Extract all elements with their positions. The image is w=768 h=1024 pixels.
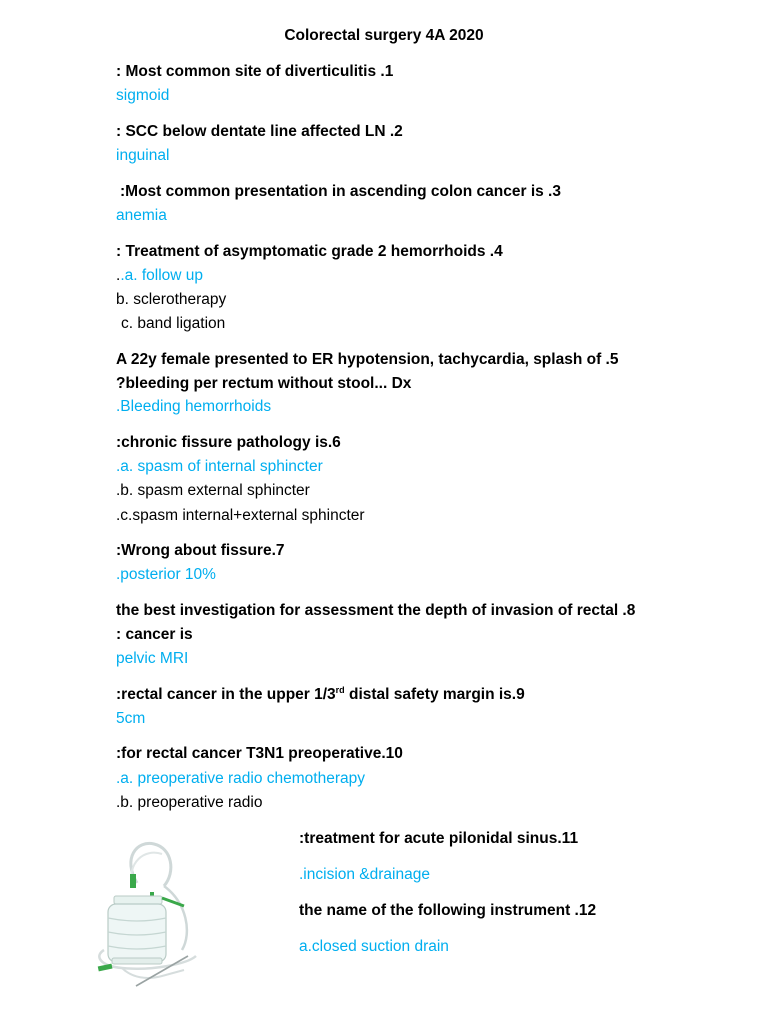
question-9 bbox=[116, 686, 525, 704]
option-4a-label: .a. follow up bbox=[120, 267, 204, 284]
answer-12: a.closed suction drain bbox=[299, 938, 449, 955]
suction-drain-image bbox=[92, 838, 202, 990]
answer-1: sigmoid bbox=[116, 87, 170, 104]
option-6a: .a. spasm of internal sphincter bbox=[116, 458, 323, 475]
question-7: :Wrong about fissure.7 bbox=[116, 542, 285, 559]
question-3: :Most common presentation in ascending colon cancer is .3 bbox=[120, 183, 561, 200]
answer-7: .posterior 10% bbox=[116, 566, 216, 583]
question-1: : Most common site of diverticulitis .1 bbox=[116, 63, 394, 80]
answer-8: pelvic MRI bbox=[116, 650, 189, 667]
answer-2: inguinal bbox=[116, 147, 170, 164]
question-12: the name of the following instrument .12 bbox=[299, 902, 597, 919]
option-6b: .b. spasm external sphincter bbox=[116, 482, 310, 499]
question-5-line1: A 22y female presented to ER hypotension, tachycardia, splash of .5 bbox=[116, 351, 619, 368]
option-10a: .a. preoperative radio chemotherapy bbox=[116, 770, 366, 787]
option-4b: b. sclerotherapy bbox=[116, 291, 227, 308]
question-10: :for rectal cancer T3N1 preoperative.10 bbox=[116, 745, 403, 762]
answer-5: .Bleeding hemorrhoids bbox=[116, 398, 272, 415]
question-5-line2: ?bleeding per rectum without stool... Dx bbox=[116, 375, 412, 392]
page-title: Colorectal surgery 4A 2020 bbox=[284, 27, 484, 44]
question-9-post: distal safety margin is.9 bbox=[344, 686, 525, 703]
question-4: : Treatment of asymptomatic grade 2 hemorrhoids .4 bbox=[116, 243, 503, 260]
question-8-line1: the best investigation for assessment the depth of invasion of rectal .8 bbox=[116, 602, 636, 619]
option-4a bbox=[116, 267, 203, 285]
question-6: :chronic fissure pathology is.6 bbox=[116, 434, 341, 451]
answer-9: 5cm bbox=[116, 710, 146, 727]
answer-3: anemia bbox=[116, 207, 167, 224]
option-10b: .b. preoperative radio bbox=[116, 794, 263, 811]
question-11: :treatment for acute pilonidal sinus.11 bbox=[299, 830, 579, 847]
option-6c: .c.spasm internal+external sphincter bbox=[116, 507, 365, 524]
option-4c: c. band ligation bbox=[121, 315, 226, 332]
question-8-line2: : cancer is bbox=[116, 626, 193, 643]
option-4a-prefix: . bbox=[116, 267, 121, 284]
answer-11: .incision &drainage bbox=[299, 866, 430, 883]
question-9-pre: :rectal cancer in the upper 1/3 bbox=[116, 686, 336, 703]
question-9-sup: rd bbox=[335, 684, 345, 695]
question-2: : SCC below dentate line affected LN .2 bbox=[116, 123, 403, 140]
